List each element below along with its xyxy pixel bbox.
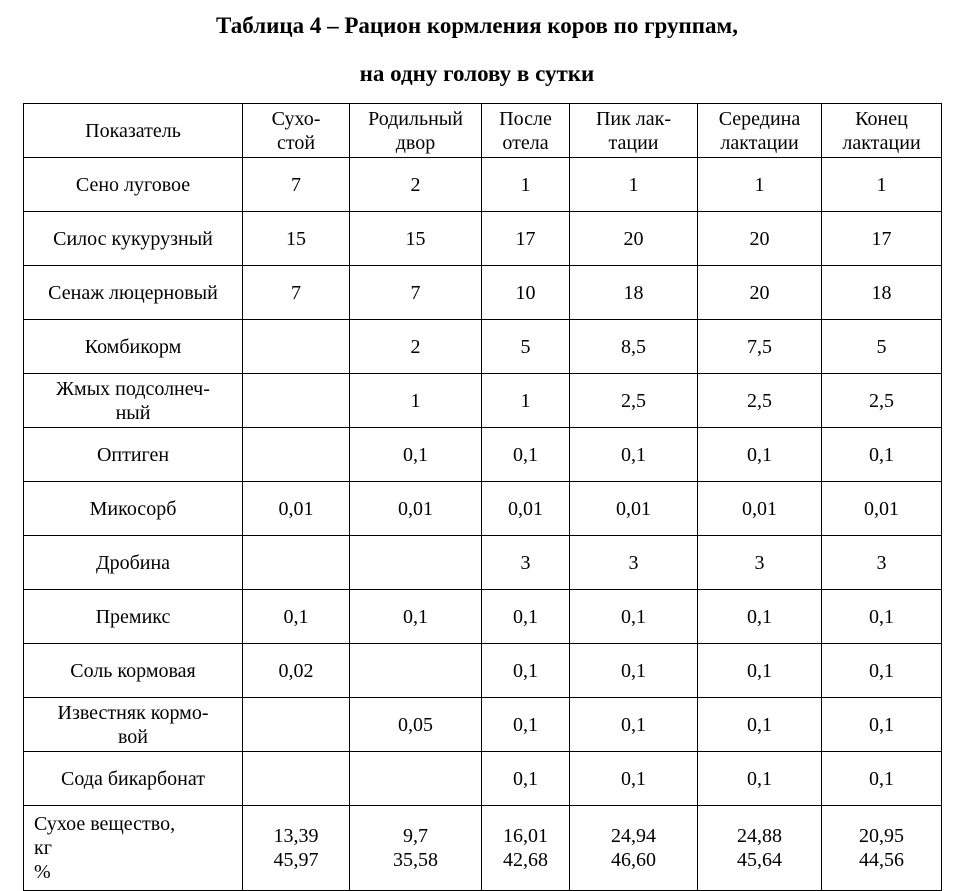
- value-cell: 1: [698, 158, 822, 212]
- table-caption-line-1: Таблица 4 – Рацион кормления коров по группам,: [216, 13, 738, 38]
- value-cell: 7: [350, 266, 482, 320]
- value-cell: 7,5: [698, 320, 822, 374]
- value-cell: 0,01: [243, 482, 350, 536]
- cell-text-line: Микосорб: [89, 497, 177, 520]
- cell-text-line: Соль кормовая: [70, 659, 196, 682]
- table-row: [24, 158, 942, 212]
- cell-text-line: Пик лак-: [595, 107, 672, 130]
- header-group-4: [570, 104, 698, 158]
- value-cell: 0,1: [482, 698, 570, 752]
- cell-text-line: Сухо-: [271, 107, 321, 130]
- value-cell: 17: [822, 212, 942, 266]
- value-cell: 2,5: [698, 374, 822, 428]
- table-row: [24, 266, 942, 320]
- value-cell: 3: [482, 536, 570, 590]
- cell-text-line: отела: [502, 131, 549, 154]
- ration-table: [23, 103, 942, 891]
- dry-matter-cell: [350, 806, 482, 891]
- dry-matter-percent: 42,68: [503, 849, 548, 871]
- cell-text-line: тации: [608, 131, 659, 154]
- row-label: [24, 644, 243, 698]
- dry-matter-percent: 45,97: [273, 849, 319, 871]
- value-cell: 0,1: [698, 644, 822, 698]
- table-row: [24, 482, 942, 536]
- row-label: [24, 698, 243, 752]
- value-cell: 0,1: [698, 698, 822, 752]
- value-cell: 0,05: [350, 698, 482, 752]
- table-caption-line-2: на одну голову в сутки: [359, 61, 595, 86]
- value-cell: 15: [243, 212, 350, 266]
- cell-text-line: После: [499, 107, 552, 130]
- table-row: [24, 320, 942, 374]
- value-cell: 0,1: [698, 590, 822, 644]
- value-cell: [243, 698, 350, 752]
- value-cell: 0,1: [822, 590, 942, 644]
- header-group-6: [822, 104, 942, 158]
- table-body: [24, 158, 942, 891]
- value-cell: 15: [350, 212, 482, 266]
- header-group-1: [243, 104, 350, 158]
- cell-text-line: двор: [395, 131, 436, 154]
- value-cell: 0,1: [570, 590, 698, 644]
- dry-matter-percent: 35,58: [393, 849, 438, 871]
- value-cell: 2,5: [822, 374, 942, 428]
- cell-text-line: Родильный: [368, 107, 463, 130]
- header-row: [24, 104, 942, 158]
- value-cell: 0,1: [350, 590, 482, 644]
- cell-text-line: Жмых подсолнеч-: [56, 377, 210, 400]
- value-cell: 8,5: [570, 320, 698, 374]
- table-row: [24, 698, 942, 752]
- value-cell: 0,01: [570, 482, 698, 536]
- table-row: [24, 428, 942, 482]
- value-cell: 0,01: [698, 482, 822, 536]
- row-label: [24, 752, 243, 806]
- dry-matter-cell: [570, 806, 698, 891]
- dry-matter-label-line: %: [34, 861, 51, 883]
- row-label: [24, 158, 243, 212]
- value-cell: 7: [243, 158, 350, 212]
- row-label: [24, 374, 243, 428]
- value-cell: 3: [570, 536, 698, 590]
- cell-text-line: Середина: [718, 107, 801, 130]
- value-cell: 0,1: [822, 644, 942, 698]
- header-group-5: [698, 104, 822, 158]
- cell-text-line: Известняк кормо-: [57, 701, 209, 724]
- table-row: [24, 644, 942, 698]
- dry-matter-label-line: кг: [34, 837, 52, 859]
- value-cell: [243, 320, 350, 374]
- value-cell: 2: [350, 158, 482, 212]
- cell-text-line: Премикс: [95, 605, 171, 628]
- dry-matter-percent: 45,64: [737, 849, 782, 871]
- value-cell: 20: [698, 212, 822, 266]
- dry-matter-label: [24, 806, 243, 891]
- cell-text-line: Дробина: [95, 551, 171, 574]
- value-cell: 0,1: [570, 752, 698, 806]
- dry-matter-kg: 9,7: [403, 825, 428, 847]
- header-group-3: [482, 104, 570, 158]
- value-cell: 17: [482, 212, 570, 266]
- value-cell: 18: [570, 266, 698, 320]
- value-cell: 20: [570, 212, 698, 266]
- dry-matter-cell: [482, 806, 570, 891]
- cell-text-line: лактации: [842, 131, 921, 154]
- value-cell: 0,1: [822, 698, 942, 752]
- cell-text-line: Сода бикарбонат: [61, 767, 205, 790]
- dry-matter-kg: 13,39: [273, 825, 319, 847]
- value-cell: 0,1: [698, 752, 822, 806]
- row-label: [24, 320, 243, 374]
- value-cell: 0,01: [482, 482, 570, 536]
- cell-text-line: вой: [117, 725, 148, 748]
- row-label: [24, 536, 243, 590]
- value-cell: 10: [482, 266, 570, 320]
- value-cell: 1: [350, 374, 482, 428]
- value-cell: 3: [698, 536, 822, 590]
- cell-text-line: ный: [115, 401, 151, 424]
- cell-text-line: Силос кукурузный: [53, 227, 213, 250]
- row-label: [24, 266, 243, 320]
- dry-matter-kg: 16,01: [503, 825, 548, 847]
- value-cell: 0,1: [350, 428, 482, 482]
- dry-matter-kg: 24,94: [611, 825, 656, 847]
- value-cell: 1: [570, 158, 698, 212]
- value-cell: 0,1: [243, 590, 350, 644]
- dry-matter-label-line: Сухое вещество,: [34, 813, 176, 835]
- table-row: [24, 590, 942, 644]
- value-cell: 0,1: [698, 428, 822, 482]
- value-cell: 1: [482, 374, 570, 428]
- value-cell: 0,1: [482, 590, 570, 644]
- value-cell: [243, 374, 350, 428]
- row-label: [24, 482, 243, 536]
- dry-matter-kg: 24,88: [737, 825, 782, 847]
- value-cell: 20: [698, 266, 822, 320]
- value-cell: 2: [350, 320, 482, 374]
- header-group-2: [350, 104, 482, 158]
- value-cell: 1: [822, 158, 942, 212]
- value-cell: [243, 752, 350, 806]
- value-cell: 2,5: [570, 374, 698, 428]
- dry-matter-row: [24, 806, 942, 891]
- value-cell: 3: [822, 536, 942, 590]
- cell-text-line: Показатель: [85, 119, 181, 142]
- value-cell: 0,01: [350, 482, 482, 536]
- value-cell: [243, 428, 350, 482]
- table-row: [24, 212, 942, 266]
- cell-text-line: стой: [276, 131, 316, 154]
- value-cell: 0,1: [570, 698, 698, 752]
- value-cell: 0,1: [482, 428, 570, 482]
- value-cell: 0,1: [482, 752, 570, 806]
- value-cell: [243, 536, 350, 590]
- dry-matter-percent: 46,60: [611, 849, 656, 871]
- cell-text-line: лактации: [720, 131, 799, 154]
- value-cell: 0,1: [822, 428, 942, 482]
- value-cell: [350, 752, 482, 806]
- row-label: [24, 212, 243, 266]
- table-row: [24, 374, 942, 428]
- dry-matter-cell: [822, 806, 942, 891]
- value-cell: 0,1: [482, 644, 570, 698]
- value-cell: 0,01: [822, 482, 942, 536]
- dry-matter-percent: 44,56: [859, 849, 904, 871]
- header-indicator: [24, 104, 243, 158]
- cell-text-line: Оптиген: [96, 443, 170, 466]
- row-label: [24, 590, 243, 644]
- value-cell: 0,1: [570, 644, 698, 698]
- value-cell: 5: [482, 320, 570, 374]
- table-row: [24, 536, 942, 590]
- cell-text-line: Комбикорм: [84, 335, 182, 358]
- value-cell: [350, 536, 482, 590]
- value-cell: 5: [822, 320, 942, 374]
- value-cell: 1: [482, 158, 570, 212]
- value-cell: 0,1: [822, 752, 942, 806]
- dry-matter-kg: 20,95: [859, 825, 904, 847]
- cell-text-line: Сенаж люцерновый: [48, 281, 218, 304]
- cell-text-line: Конец: [855, 107, 908, 130]
- value-cell: 0,1: [570, 428, 698, 482]
- table-row: [24, 752, 942, 806]
- dry-matter-cell: [698, 806, 822, 891]
- value-cell: 7: [243, 266, 350, 320]
- dry-matter-cell: [243, 806, 350, 891]
- row-label: [24, 428, 243, 482]
- cell-text-line: Сено луговое: [75, 173, 191, 196]
- value-cell: [350, 644, 482, 698]
- value-cell: 18: [822, 266, 942, 320]
- value-cell: 0,02: [243, 644, 350, 698]
